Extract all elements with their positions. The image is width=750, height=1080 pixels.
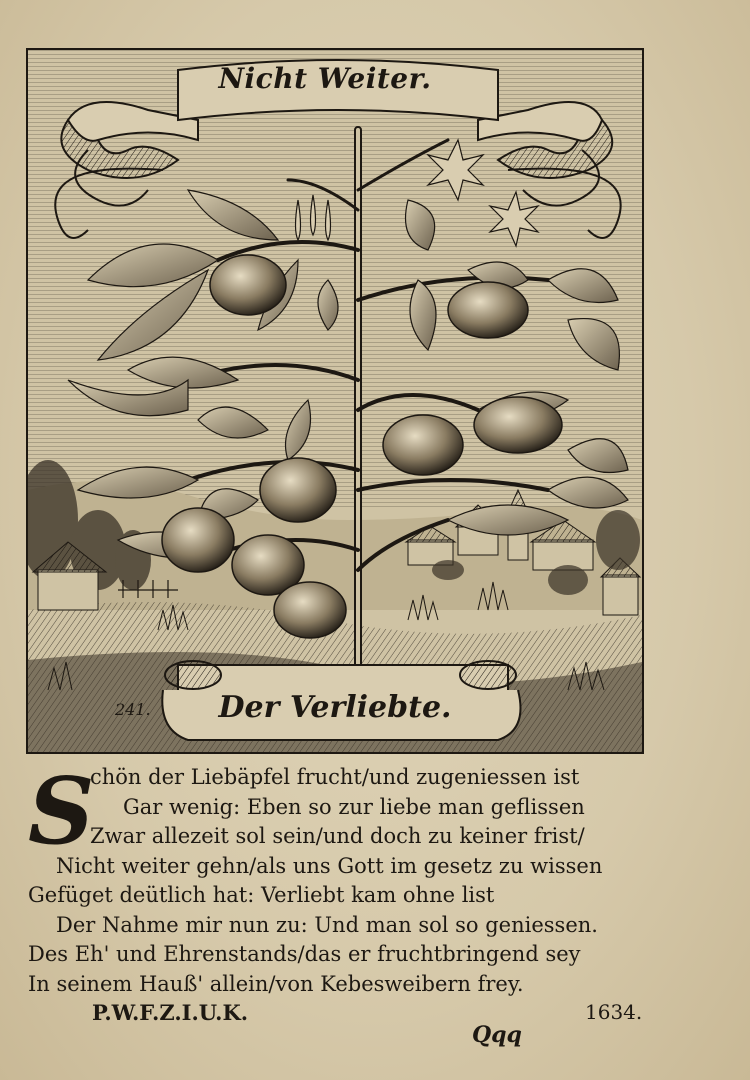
scroll-caption: Der Verliebte. <box>218 690 452 725</box>
verse-line: Nicht weiter gehn/als uns Gott im gesetz zu wissen <box>56 853 603 878</box>
verse-line: Gefüget deütlich hat: Verliebt kam ohne list <box>28 883 495 907</box>
engraving-plate <box>26 48 644 754</box>
page-signature: Qqq <box>472 1022 522 1048</box>
verse-line: Der Nahme mir nun zu: Und man sol so geniessen. <box>56 912 598 937</box>
verse-block <box>28 757 603 999</box>
engraving-illustration <box>28 50 642 752</box>
year: 1634. <box>585 1000 643 1024</box>
verse-line: Zwar allezeit sol sein/und doch zu keiner frist/ <box>90 824 585 848</box>
drop-cap: S <box>28 757 95 865</box>
plate-number: 241. <box>115 700 151 719</box>
author-initials: P.W.F.Z.I.U.K. <box>92 1000 249 1025</box>
banner-title: Nicht Weiter. <box>218 62 432 95</box>
verse-line: chön der Liebäpfel frucht/und zugeniessen ist <box>90 765 580 789</box>
verse-line: Des Eh' und Ehrenstands/das er fruchtbringend sey <box>28 942 581 966</box>
verse-line: Gar wenig: Eben so zur liebe man geflissen <box>123 794 585 819</box>
verse-line: In seinem Hauß' allein/von Kebesweibern frey. <box>28 971 524 996</box>
